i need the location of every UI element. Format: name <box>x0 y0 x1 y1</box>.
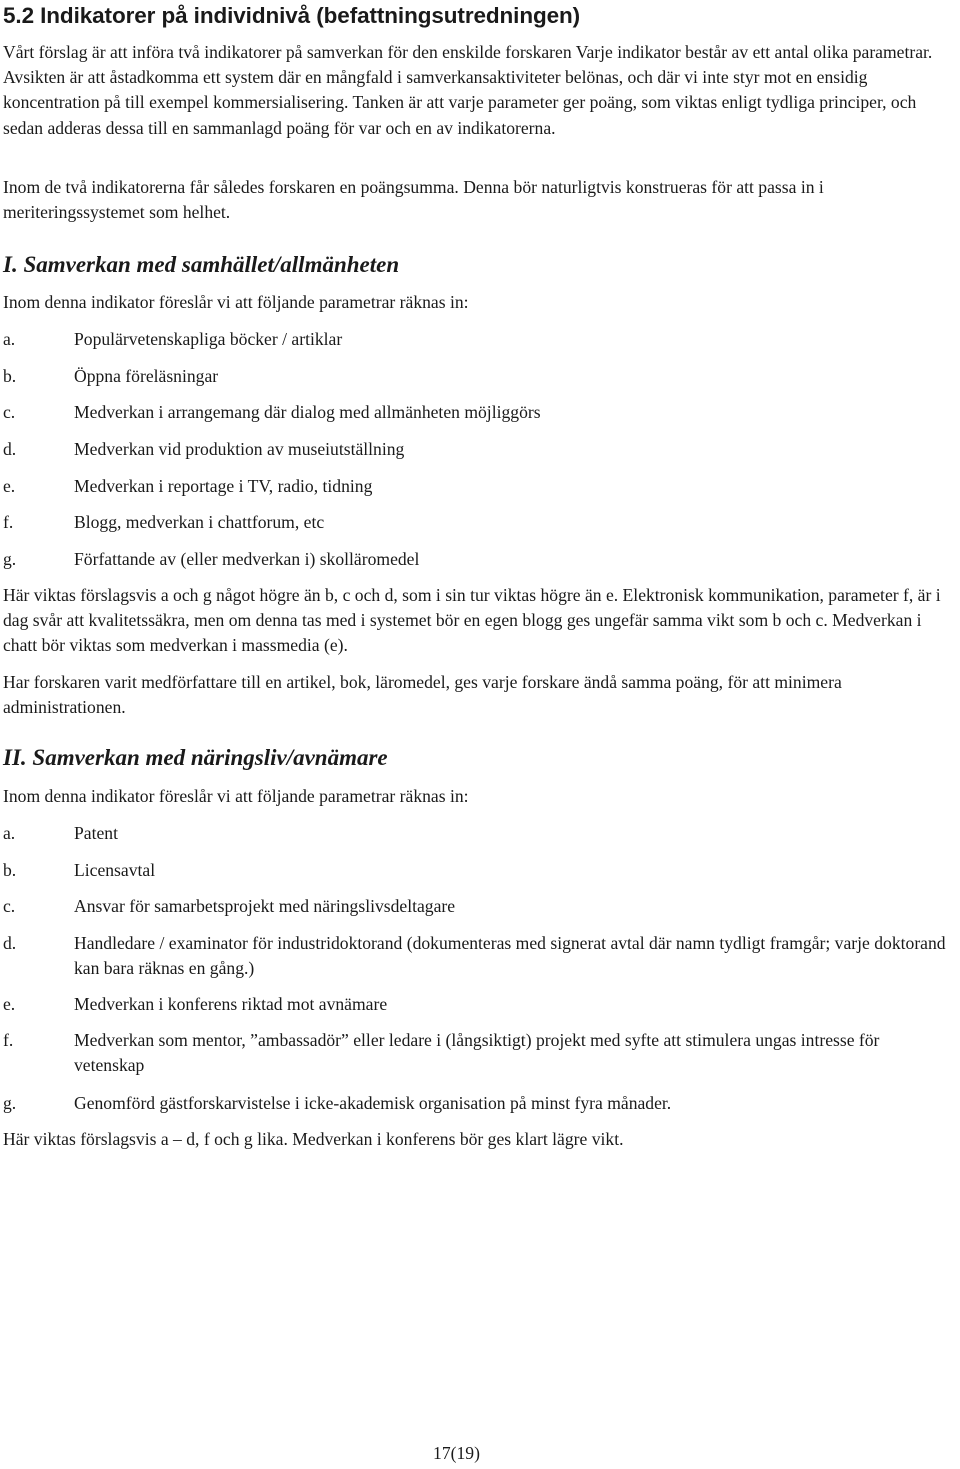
list-item-label: b. <box>3 366 17 386</box>
list-item-text: Populärvetenskapliga böcker / artiklar <box>74 329 343 349</box>
list-item-text: Medverkan i arrangemang där dialog med allmänheten möjliggörs <box>74 402 541 422</box>
list-item-label: b. <box>3 860 17 880</box>
list-item-label: e. <box>3 994 16 1014</box>
list-item-text: Öppna föreläsningar <box>74 366 219 386</box>
list-item-text: Medverkan i konferens riktad mot avnämare <box>74 994 388 1014</box>
indicator-1-coauthor: Har forskaren varit medförfattare till en artikel, bok, läromedel, ges varje forskare ändå samma poäng, för att minimera administrationen. <box>3 672 842 718</box>
list-item-text: Licensavtal <box>74 860 156 880</box>
list-item-text: Ansvar för samarbetsprojekt med näringslivsdeltagare <box>74 896 456 916</box>
page-number: 17(19) <box>433 1443 480 1463</box>
list-item-label: e. <box>3 476 16 496</box>
list-item-label: f. <box>3 1030 14 1050</box>
indicator-2-weights: Här viktas förslagsvis a – d, f och g lika. Medverkan i konferens bör ges klart lägre vikt. <box>3 1129 624 1149</box>
list-item-text: Medverkan i reportage i TV, radio, tidning <box>74 476 373 496</box>
indicator-1-lead: Inom denna indikator föreslår vi att följande parametrar räknas in: <box>3 292 469 312</box>
list-item-text: Författande av (eller medverkan i) skolläromedel <box>74 549 420 569</box>
indicator-1-weights: Här viktas förslagsvis a och g något högre än b, c och d, som i sin tur viktas högre än e. Elektronisk kommunikation, parameter f, är i dag svår att kvalitetssäkra, men om denna tas med i systemet bör en egen blogg ges ungefär samma vikt som b och c. Medverkan i chatt bör viktas som medverkan i massmedia (e). <box>3 585 941 656</box>
list-item-label: g. <box>3 1093 17 1113</box>
list-item-text: Medverkan som mentor, ”ambassadör” eller ledare i (långsiktigt) projekt med syfte att stimulera ungas intresse för vetenskap <box>74 1030 880 1076</box>
list-item-text: Medverkan vid produktion av museiutställning <box>74 439 405 459</box>
list-item-label: d. <box>3 933 17 953</box>
indicator-2-lead: Inom denna indikator föreslår vi att följande parametrar räknas in: <box>3 786 469 806</box>
list-item-label: c. <box>3 402 16 422</box>
intro-paragraph-1: Vårt förslag är att införa två indikatorer på samverkan för den enskilde forskaren Varje indikator består av ett antal olika parametrar. Avsikten är att åstadkomma ett system där en mångfald i samverkansaktiviteter belönas, och där vi inte styr mot en ensidig koncentration på till exempel kommersialisering. Tanken är att varje parameter ger poäng, som viktas enligt tydliga principer, och sedan adderas dessa till en sammanlagd poäng för var och en av indikatorerna. <box>3 42 933 138</box>
list-item-text: Handledare / examinator för industridoktorand (dokumenteras med signerat avtal där namn tydligt framgår; varje doktorand kan bara räknas en gång.) <box>74 933 946 979</box>
list-item-label: a. <box>3 823 16 843</box>
section-title: 5.2 Indikatorer på individnivå (befattningsutredningen) <box>3 3 581 28</box>
indicator-1-heading: I. Samverkan med samhället/allmänheten <box>3 252 400 277</box>
list-item-label: c. <box>3 896 16 916</box>
list-item-text: Genomförd gästforskarvistelse i icke-akademisk organisation på minst fyra månader. <box>74 1093 672 1113</box>
indicator-2-heading: II. Samverkan med näringsliv/avnämare <box>3 745 388 770</box>
list-item-label: g. <box>3 549 17 569</box>
list-item-label: d. <box>3 439 17 459</box>
list-item-label: f. <box>3 512 14 532</box>
intro-paragraph-2: Inom de två indikatorerna får således forskaren en poängsumma. Denna bör naturligtvis konstrueras för att passa in i meriteringssystemet som helhet. <box>3 177 824 223</box>
list-item-text: Patent <box>74 823 118 843</box>
list-item-text: Blogg, medverkan i chattforum, etc <box>74 512 325 532</box>
list-item-label: a. <box>3 329 16 349</box>
